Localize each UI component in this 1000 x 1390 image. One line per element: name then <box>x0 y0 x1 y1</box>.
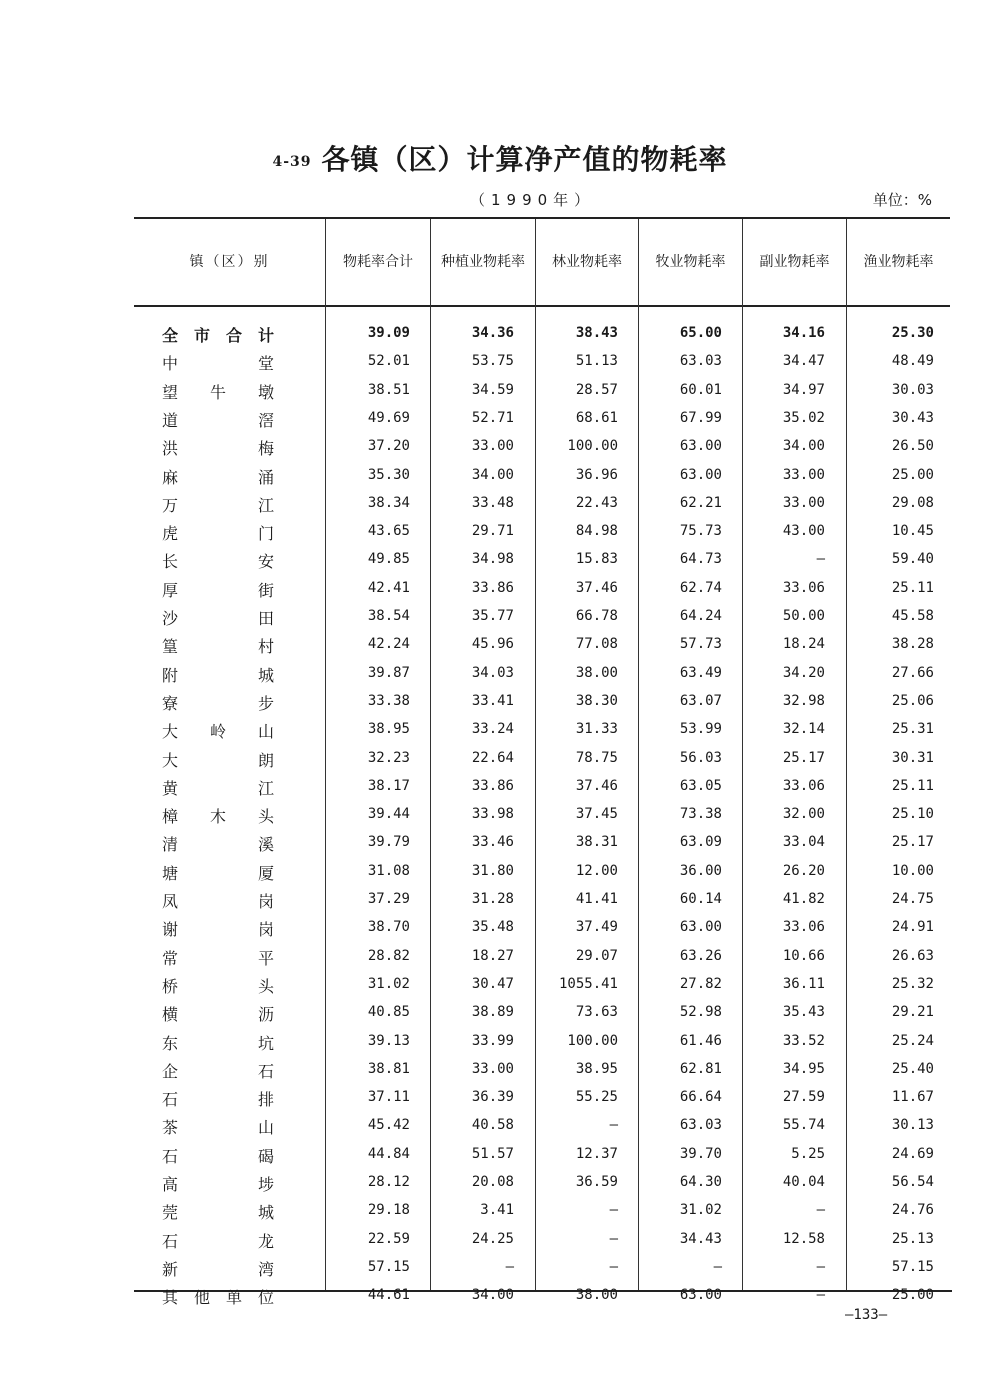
town-name: 厚 街 <box>162 580 275 600</box>
value-cell: 34.00 <box>782 438 825 455</box>
table-row-total <box>134 320 950 348</box>
value-cell: 33.86 <box>471 579 514 596</box>
town-name: 麻 涌 <box>162 467 275 487</box>
value-cell: 36.96 <box>575 466 618 483</box>
value-cell: — <box>609 1258 618 1275</box>
value-cell: 38.31 <box>575 834 618 851</box>
value-cell: 33.41 <box>471 692 514 709</box>
value-cell: 63.07 <box>679 692 722 709</box>
value-cell: 22.59 <box>367 1230 410 1247</box>
header-planting-rate: 种植业物耗率 <box>441 254 525 270</box>
value-cell: 49.69 <box>367 409 410 426</box>
value-cell: 38.30 <box>575 692 618 709</box>
header-bottom-rule <box>134 305 950 307</box>
value-cell: 35.77 <box>471 608 514 624</box>
table-row <box>134 1028 950 1056</box>
value-cell: 29.07 <box>575 947 618 964</box>
value-cell: 25.24 <box>891 1032 934 1049</box>
value-cell: — <box>816 551 825 568</box>
table-row <box>134 631 950 659</box>
value-cell: 22.43 <box>575 494 618 511</box>
town-name: 大 朗 <box>162 750 275 770</box>
value-cell: 28.82 <box>367 947 410 964</box>
value-cell: 32.00 <box>782 806 825 823</box>
header-fishery-rate: 渔业物耗率 <box>863 254 934 270</box>
table-row <box>134 1197 950 1225</box>
value-cell: 20.08 <box>471 1174 514 1190</box>
value-cell: 34.95 <box>782 1060 825 1077</box>
value-cell: 63.00 <box>679 466 722 483</box>
value-cell: 43.65 <box>367 523 410 540</box>
town-name: 洪 梅 <box>162 439 275 459</box>
value-cell: 73.38 <box>679 806 722 823</box>
value-cell: 63.49 <box>679 664 722 681</box>
value-cell: 33.06 <box>782 919 825 936</box>
value-cell: 51.57 <box>471 1145 514 1162</box>
value-cell: 68.61 <box>575 409 618 426</box>
value-cell: 63.00 <box>679 1287 722 1304</box>
table-row <box>134 546 950 574</box>
table-row <box>134 829 950 857</box>
value-cell: 66.78 <box>575 608 618 624</box>
value-cell: 25.10 <box>891 806 934 823</box>
value-cell: 63.03 <box>679 1117 722 1134</box>
value-cell: 30.43 <box>891 409 934 426</box>
value-cell: 34.97 <box>782 381 825 398</box>
value-cell: 27.66 <box>891 664 934 681</box>
table-row <box>134 433 950 461</box>
table-row <box>134 688 950 716</box>
value-cell: 64.73 <box>679 551 722 568</box>
value-cell: 38.70 <box>367 919 410 936</box>
value-cell: 75.73 <box>679 523 722 540</box>
value-cell: 52.71 <box>471 409 514 426</box>
value-cell: 38.43 <box>575 325 618 341</box>
value-cell: 30.13 <box>891 1117 934 1134</box>
value-cell: 26.50 <box>891 438 934 455</box>
value-cell: 38.17 <box>367 777 410 794</box>
value-cell: 24.75 <box>891 891 934 907</box>
value-cell: 38.54 <box>367 608 410 624</box>
value-cell: 33.98 <box>471 806 514 823</box>
table-row <box>134 914 950 942</box>
value-cell: 24.25 <box>471 1230 514 1247</box>
value-cell: 38.95 <box>367 721 410 738</box>
town-name: 中 堂 <box>162 354 275 374</box>
table-row <box>134 886 950 914</box>
value-cell: 33.04 <box>782 834 825 851</box>
value-cell: 34.03 <box>471 664 514 681</box>
table-row <box>134 1226 950 1254</box>
table-row <box>134 971 950 999</box>
value-cell: 41.41 <box>575 891 618 907</box>
value-cell: 33.00 <box>782 466 825 483</box>
town-name: 凤 岗 <box>162 892 275 911</box>
table-row <box>134 405 950 433</box>
table-row <box>134 1141 950 1169</box>
value-cell: 11.67 <box>891 1089 934 1106</box>
town-name: 长 安 <box>162 552 275 572</box>
value-cell: 26.20 <box>782 862 825 879</box>
value-cell: 36.59 <box>575 1174 618 1190</box>
value-cell: 31.80 <box>471 862 514 879</box>
value-cell: 34.16 <box>782 325 825 341</box>
value-cell: 36.00 <box>679 862 722 879</box>
value-cell: 53.99 <box>679 721 722 738</box>
header-forestry-rate: 林业物耗率 <box>552 254 622 270</box>
value-cell: 34.43 <box>679 1230 722 1247</box>
town-name: 横 沥 <box>162 1005 275 1025</box>
value-cell: 18.27 <box>471 947 514 964</box>
value-cell: 25.00 <box>891 1287 934 1304</box>
value-cell: 33.00 <box>471 1060 514 1077</box>
value-cell: 12.37 <box>575 1145 618 1162</box>
table-row <box>134 1056 950 1084</box>
value-cell: 62.81 <box>679 1060 722 1077</box>
value-cell: 57.15 <box>367 1258 410 1275</box>
value-cell: 33.00 <box>782 494 825 511</box>
value-cell: 33.00 <box>471 438 514 455</box>
value-cell: 10.66 <box>782 947 825 964</box>
value-cell: 39.70 <box>679 1145 722 1162</box>
value-cell: 24.91 <box>891 919 934 936</box>
value-cell: 36.39 <box>471 1089 514 1106</box>
table-row <box>134 858 950 886</box>
value-cell: 28.12 <box>367 1174 410 1190</box>
value-cell: 39.09 <box>367 325 410 341</box>
value-cell: 42.24 <box>367 636 410 653</box>
town-name: 企 石 <box>162 1061 275 1081</box>
value-cell: 1055.41 <box>558 975 618 992</box>
town-name: 石 龙 <box>162 1231 275 1251</box>
value-cell: 63.09 <box>679 834 722 851</box>
value-cell: 25.17 <box>891 834 934 851</box>
town-name: 万 江 <box>162 495 275 515</box>
town-name: 石 排 <box>162 1090 275 1110</box>
table-row <box>134 603 950 631</box>
town-name: 篁 村 <box>162 637 275 657</box>
value-cell: 33.52 <box>782 1032 825 1049</box>
value-cell: 35.30 <box>367 466 410 483</box>
value-cell: 33.48 <box>471 494 514 511</box>
value-cell: 57.15 <box>891 1258 934 1275</box>
value-cell: 84.98 <box>575 523 618 540</box>
value-cell: 63.00 <box>679 919 722 936</box>
value-cell: 77.08 <box>575 636 618 653</box>
year-subtitle: （1990年） <box>470 191 596 209</box>
value-cell: 25.32 <box>891 975 934 992</box>
value-cell: 56.54 <box>891 1174 934 1190</box>
value-cell: 27.82 <box>679 975 722 992</box>
value-cell: 41.82 <box>782 891 825 907</box>
value-cell: 31.02 <box>679 1202 722 1219</box>
value-cell: 37.29 <box>367 891 410 907</box>
value-cell: 25.11 <box>891 579 934 596</box>
town-name: 莞 城 <box>162 1203 275 1223</box>
value-cell: 30.03 <box>891 381 934 398</box>
value-cell: 34.00 <box>471 1287 514 1304</box>
value-cell: 30.47 <box>471 975 514 992</box>
value-cell: 45.42 <box>367 1117 410 1134</box>
value-cell: 25.13 <box>891 1230 934 1247</box>
town-name: 茶 山 <box>162 1118 275 1138</box>
value-cell: 40.58 <box>471 1117 514 1134</box>
value-cell: 28.57 <box>575 381 618 398</box>
value-cell: 33.06 <box>782 777 825 794</box>
table-title: 各镇（区）计算净产值的物耗率 <box>321 143 728 176</box>
value-cell: 52.98 <box>679 1004 722 1021</box>
value-cell: 29.21 <box>891 1004 934 1021</box>
value-cell: 27.59 <box>782 1089 825 1106</box>
town-name: 东 坑 <box>162 1033 275 1053</box>
value-cell: 31.33 <box>575 721 618 738</box>
table-row <box>134 773 950 801</box>
value-cell: — <box>505 1258 514 1275</box>
value-cell: 38.00 <box>575 664 618 681</box>
table-row <box>134 1084 950 1112</box>
value-cell: 22.64 <box>471 749 514 766</box>
value-cell: 38.95 <box>575 1060 618 1077</box>
value-cell: 31.28 <box>471 891 514 907</box>
town-name: 其 他 单 位 <box>162 1288 275 1308</box>
value-cell: 78.75 <box>575 749 618 766</box>
value-cell: 37.46 <box>575 777 618 794</box>
value-cell: 44.61 <box>367 1287 410 1304</box>
value-cell: 34.20 <box>782 664 825 681</box>
town-name: 高 埗 <box>162 1175 275 1194</box>
value-cell: 25.00 <box>891 466 934 483</box>
value-cell: 10.45 <box>891 523 934 540</box>
table-row <box>134 801 950 829</box>
value-cell: — <box>816 1287 825 1304</box>
table-row <box>134 490 950 518</box>
value-cell: 38.34 <box>367 494 410 511</box>
value-cell: 40.85 <box>367 1004 410 1021</box>
value-cell: 33.86 <box>471 777 514 794</box>
value-cell: — <box>609 1117 618 1134</box>
value-cell: — <box>816 1202 825 1219</box>
value-cell: — <box>609 1230 618 1247</box>
value-cell: 57.73 <box>679 636 722 653</box>
value-cell: 31.02 <box>367 975 410 992</box>
unit-label: 单位：% <box>872 191 932 209</box>
value-cell: — <box>816 1258 825 1275</box>
value-cell: 34.47 <box>782 353 825 370</box>
value-cell: 51.13 <box>575 353 618 370</box>
value-cell: 35.43 <box>782 1004 825 1021</box>
value-cell: 29.18 <box>367 1202 410 1219</box>
value-cell: 24.69 <box>891 1145 934 1162</box>
value-cell: 44.84 <box>367 1145 410 1162</box>
value-cell: 34.36 <box>471 325 514 341</box>
value-cell: 25.06 <box>891 692 934 709</box>
table-row <box>134 348 950 376</box>
table-row <box>134 462 950 490</box>
town-name: 塘 厦 <box>162 863 275 883</box>
value-cell: 39.13 <box>367 1032 410 1049</box>
value-cell: 50.00 <box>782 608 825 624</box>
value-cell: 100.00 <box>567 1032 618 1049</box>
value-cell: 38.28 <box>891 636 934 653</box>
value-cell: 26.63 <box>891 947 934 964</box>
value-cell: 43.00 <box>782 523 825 540</box>
value-cell: 60.01 <box>679 381 722 398</box>
value-cell: 37.20 <box>367 438 410 455</box>
table-row <box>134 999 950 1027</box>
page-title <box>0 138 1000 178</box>
value-cell: — <box>713 1258 722 1275</box>
value-cell: 63.03 <box>679 353 722 370</box>
town-name: 虎 门 <box>162 524 275 544</box>
value-cell: 38.51 <box>367 381 410 398</box>
value-cell: 32.98 <box>782 692 825 709</box>
table-row <box>134 660 950 688</box>
value-cell: 45.96 <box>471 636 514 653</box>
table-row <box>134 518 950 546</box>
header-husbandry-rate: 牧业物耗率 <box>655 254 726 270</box>
value-cell: 29.71 <box>471 523 514 540</box>
value-cell: 64.24 <box>679 608 722 624</box>
value-cell: 33.38 <box>367 692 410 709</box>
value-cell: 55.25 <box>575 1089 618 1106</box>
value-cell: 34.98 <box>471 551 514 568</box>
town-name: 黄 江 <box>162 778 275 798</box>
town-name: 常 平 <box>162 948 275 968</box>
table-row <box>134 943 950 971</box>
town-name: 沙 田 <box>162 609 275 628</box>
town-name: 寮 步 <box>162 693 275 713</box>
value-cell: 56.03 <box>679 749 722 766</box>
value-cell: 73.63 <box>575 1004 618 1021</box>
header-town: 镇（区）别 <box>189 254 270 270</box>
value-cell: 42.41 <box>367 579 410 596</box>
value-cell: 45.58 <box>891 608 934 624</box>
value-cell: 62.74 <box>679 579 722 596</box>
town-name: 石 碣 <box>162 1146 275 1166</box>
town-name: 望 牛 墩 <box>162 382 275 402</box>
value-cell: 12.00 <box>575 862 618 879</box>
value-cell: 66.64 <box>679 1089 722 1106</box>
value-cell: 53.75 <box>471 353 514 370</box>
value-cell: 60.14 <box>679 891 722 907</box>
value-cell: 33.06 <box>782 579 825 596</box>
table-row <box>134 575 950 603</box>
value-cell: 39.44 <box>367 806 410 823</box>
value-cell: 32.23 <box>367 749 410 766</box>
town-name: 全 市 合 计 <box>162 326 275 345</box>
value-cell: — <box>609 1202 618 1219</box>
town-name: 道 滘 <box>162 410 275 430</box>
value-cell: 33.24 <box>471 721 514 738</box>
value-cell: 25.31 <box>891 721 934 738</box>
town-name: 新 湾 <box>162 1259 275 1279</box>
town-name: 大 岭 山 <box>162 722 275 742</box>
page-number: —133— <box>845 1307 888 1323</box>
value-cell: 3.41 <box>480 1202 514 1219</box>
value-cell: 37.49 <box>575 919 618 936</box>
table-top-rule <box>134 217 950 219</box>
table-row <box>134 745 950 773</box>
value-cell: 15.83 <box>575 551 618 568</box>
value-cell: 35.02 <box>782 409 825 426</box>
town-name: 桥 头 <box>162 976 275 996</box>
value-cell: 63.00 <box>679 438 722 455</box>
table-row <box>134 1282 950 1310</box>
table-row <box>134 1112 950 1140</box>
value-cell: 10.00 <box>891 862 934 879</box>
value-cell: 61.46 <box>679 1032 722 1049</box>
value-cell: 33.99 <box>471 1032 514 1049</box>
value-cell: 31.08 <box>367 862 410 879</box>
town-name: 附 城 <box>162 665 275 685</box>
value-cell: 25.30 <box>891 325 934 341</box>
value-cell: 48.49 <box>891 353 934 370</box>
value-cell: 38.89 <box>471 1004 514 1021</box>
value-cell: 64.30 <box>679 1174 722 1190</box>
value-cell: 37.11 <box>367 1089 410 1106</box>
header-sideline-rate: 副业物耗率 <box>759 254 830 270</box>
value-cell: 33.46 <box>471 834 514 851</box>
value-cell: 59.40 <box>891 551 934 568</box>
value-cell: 5.25 <box>791 1145 825 1162</box>
value-cell: 100.00 <box>567 438 618 455</box>
value-cell: 39.79 <box>367 834 410 851</box>
value-cell: 30.31 <box>891 749 934 766</box>
table-row <box>134 377 950 405</box>
value-cell: 18.24 <box>782 636 825 653</box>
value-cell: 63.05 <box>679 777 722 794</box>
town-name: 清 溪 <box>162 835 275 855</box>
value-cell: 34.59 <box>471 381 514 398</box>
value-cell: 37.46 <box>575 579 618 596</box>
value-cell: 12.58 <box>782 1230 825 1247</box>
table-row <box>134 1254 950 1282</box>
value-cell: 39.87 <box>367 664 410 681</box>
table-row <box>134 1169 950 1197</box>
value-cell: 29.08 <box>891 494 934 511</box>
value-cell: 35.48 <box>471 919 514 936</box>
table-number: 4-39 <box>272 154 312 170</box>
value-cell: 52.01 <box>367 353 410 370</box>
table-row <box>134 716 950 744</box>
value-cell: 24.76 <box>891 1202 934 1219</box>
value-cell: 25.17 <box>782 749 825 766</box>
value-cell: 38.00 <box>575 1287 618 1304</box>
value-cell: 40.04 <box>782 1174 825 1190</box>
value-cell: 65.00 <box>679 325 722 341</box>
town-name: 谢 岗 <box>162 920 275 940</box>
value-cell: 49.85 <box>367 551 410 568</box>
value-cell: 25.11 <box>891 777 934 794</box>
value-cell: 37.45 <box>575 806 618 823</box>
value-cell: 67.99 <box>679 409 722 426</box>
value-cell: 34.00 <box>471 466 514 483</box>
value-cell: 36.11 <box>782 975 825 992</box>
value-cell: 32.14 <box>782 721 825 738</box>
value-cell: 55.74 <box>782 1117 825 1134</box>
town-name: 樟 木 头 <box>162 807 275 827</box>
header-total-rate: 物耗率合计 <box>343 254 413 270</box>
value-cell: 62.21 <box>679 494 722 511</box>
value-cell: 38.81 <box>367 1060 410 1077</box>
value-cell: 25.40 <box>891 1060 934 1077</box>
value-cell: 63.26 <box>679 947 722 964</box>
